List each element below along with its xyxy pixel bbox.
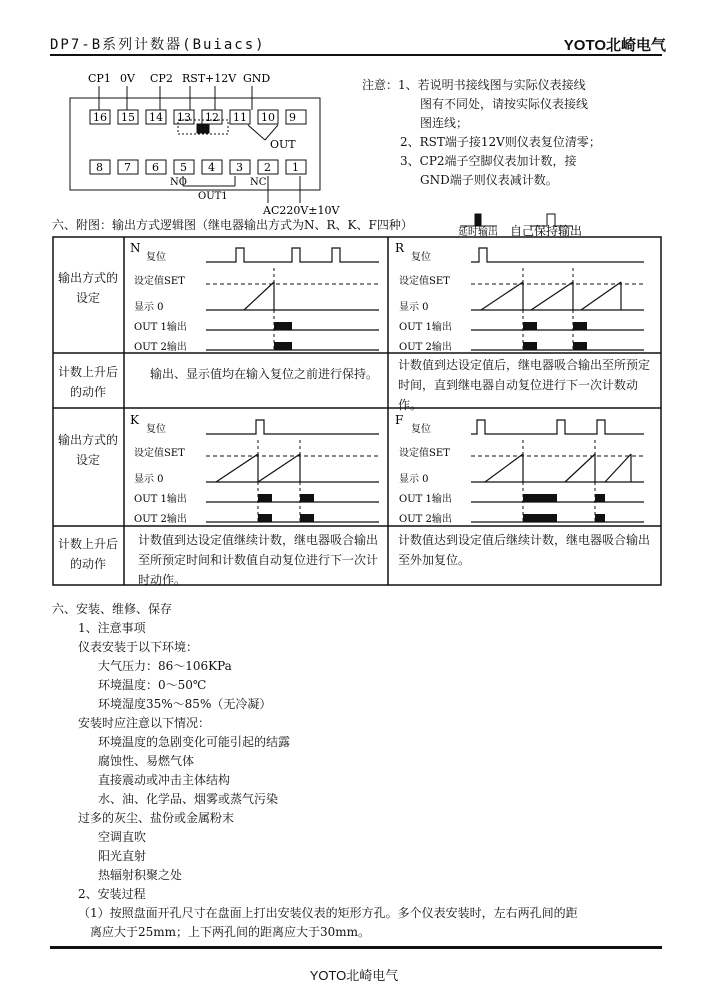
row-label-count-action-2: 计数上升后的动作 [57,537,118,571]
terminal-pin [90,110,110,124]
nc-label: NC [250,177,267,188]
mode-letter: N [130,241,141,255]
notes-prefix: 注意： [362,78,399,92]
signal-label: 复位 [146,252,166,263]
mode-letter: K [130,413,139,427]
terminal-pin [118,110,138,124]
svg-text:15: 15 [121,111,135,124]
terminal-pin [90,160,110,174]
signal-label: 显示 0 [399,474,429,485]
terminal-pin [286,160,306,174]
avoid-item: 热辐射积聚之处 [98,868,183,882]
svg-text:3: 3 [236,161,243,174]
timing-panel-f [395,413,644,525]
signal-label: OUT 2输出 [399,514,452,525]
terminal-pin [202,160,222,174]
desc-mode-f: 计数值达到设定值后继续计数，继电器吸合输出至外加复位。 [398,533,651,567]
terminal-pin [146,160,166,174]
section-title-install: 六、安装、维修、保存 [52,602,173,616]
out1-label: OUT1 [198,191,228,202]
avoid-intro: 安装时应注意以下情况： [78,716,211,730]
svg-text:2: 2 [264,161,271,174]
terminal-pin [230,160,250,174]
avoid-item: 直接震动或冲击主体结构 [98,773,231,787]
signal-label: 复位 [411,252,431,263]
svg-text:9: 9 [289,111,296,124]
terminal-pin [286,110,306,124]
label-0v: 0V [120,72,135,85]
footer-rule [50,946,662,949]
legend-hold: 自己保持输出 [510,224,583,236]
doc-title: DP7-B系列计数器(Buiacs) [50,37,266,53]
mode-letter: F [395,413,404,427]
footer-brand: YOTO北崎电气 [309,968,399,983]
terminal-pin [258,160,278,174]
note-line: 图连线； [420,116,469,130]
avoid-item: 腐蚀性、易燃气体 [98,754,195,768]
svg-text:10: 10 [261,111,275,124]
svg-text:11: 11 [233,111,247,124]
signal-label: 设定值SET [399,276,450,287]
avoid-item: 环境温度的急剧变化可能引起的结露 [98,735,291,749]
signal-label: 显示 0 [134,474,164,485]
note-line: 1、若说明书接线图与实际仪表接线 [398,78,586,92]
svg-text:8: 8 [96,161,103,174]
header-rule [50,54,662,56]
terminal-pin [230,110,250,124]
row-label-count-action: 计数上升后的动作 [57,365,118,399]
mode-letter: R [395,241,405,255]
avoid-item: 空调直吹 [98,830,147,844]
label-rst: RST [182,72,206,85]
terminal-pin [202,110,222,124]
dust-item: 过多的灰尘、盐份或金属粉末 [78,811,235,825]
label-cp2: CP2 [150,72,173,85]
svg-text:7: 7 [124,161,131,174]
terminal-pin [258,110,278,124]
signal-label: 设定值SET [399,448,450,459]
note-line: GND端子则仪表减计数。 [420,173,558,187]
signal-label: 复位 [146,424,166,435]
svg-text:14: 14 [149,111,163,124]
signal-label: OUT 1输出 [134,494,187,505]
label-gnd: GND [243,72,271,85]
signal-label: OUT 2输出 [134,514,187,525]
signal-label: 显示 0 [399,302,429,313]
note-line: 3、CP2端子空脚仪表加计数，接 [400,154,577,168]
avoid-item: 阳光直射 [98,849,147,863]
signal-label: OUT 1输出 [399,322,452,333]
timing-panel-k [130,413,379,525]
timing-panel-r [395,241,644,353]
env-pressure: 大气压力：86～106KPa [98,659,232,673]
env-intro: 仪表安装于以下环境： [78,640,199,654]
terminal-diagram [60,68,360,218]
timing-panel-n [130,241,379,353]
note-line: 图有不同处，请按实际仪表接线 [420,97,589,111]
signal-label: OUT 1输出 [399,494,452,505]
no-label: NO [170,177,187,188]
process-line-2: 离应大于25mm；上下两孔间的距离应大于30mm。 [90,925,371,939]
avoid-item: 水、油、化学品、烟雾或蒸气污染 [98,792,279,806]
subsection-process: 2、安装过程 [78,887,146,901]
svg-text:16: 16 [93,111,107,124]
svg-text:6: 6 [152,161,159,174]
env-humidity: 环境湿度35%～85%（无冷凝） [98,697,272,711]
notes-block [362,76,601,190]
process-line-1: （1）按照盘面开孔尺寸在盘面上打出安装仪表的矩形方孔。多个仪表安装时，左右两孔间的距 [78,906,578,920]
ac-supply-label: AC220V±10V [263,204,340,217]
svg-text:1: 1 [292,161,299,174]
brand-name: YOTO北崎电气 [563,37,666,54]
svg-text:4: 4 [208,161,215,174]
terminal-top-labels [88,72,270,85]
section-title-logic: 六、附图：输出方式逻辑图（继电器输出方式为N、R、K、F四种） [52,218,413,232]
label-cp1: CP1 [88,72,111,85]
label-12v: +12V [205,72,237,85]
terminal-top-pins [90,110,306,124]
subsection-notes: 1、注意事项 [78,621,146,635]
terminal-pin [174,160,194,174]
svg-text:13: 13 [177,111,191,124]
signal-label: 设定值SET [134,276,185,287]
legend-delay: 延时输出 [458,227,498,236]
terminal-pin [174,110,194,124]
terminal-pin [118,160,138,174]
signal-label: OUT 2输出 [399,342,452,353]
row-label-output-mode: 输出方式的设定 [58,271,119,305]
svg-text:5: 5 [180,161,187,174]
signal-label: 设定值SET [134,448,185,459]
terminal-bottom-pins [90,160,306,174]
signal-label: OUT 1输出 [134,322,187,333]
svg-text:12: 12 [205,111,219,124]
signal-label: 复位 [411,424,431,435]
terminal-pin [146,110,166,124]
signal-label: 显示 0 [134,302,164,313]
desc-mode-r: 计数值到达设定值后，继电器吸合输出至所预定时间，直到继电器自动复位进行下一次计数动作。 [398,358,651,412]
env-temperature: 环境温度：0～50℃ [98,678,207,692]
output-legend [455,206,605,236]
out-label: OUT [270,138,296,151]
signal-label: OUT 2输出 [134,342,187,353]
desc-mode-k: 计数值到达设定值继续计数，继电器吸合输出至所预定时间和计数值自动复位进行下一次计时动作。 [138,533,379,587]
desc-mode-n: 输出、显示值均在输入复位之前进行保持。 [150,367,379,381]
row-label-output-mode-2: 输出方式的设定 [58,433,119,467]
note-line: 2、RST端子接12V则仪表复位清零； [400,135,601,149]
